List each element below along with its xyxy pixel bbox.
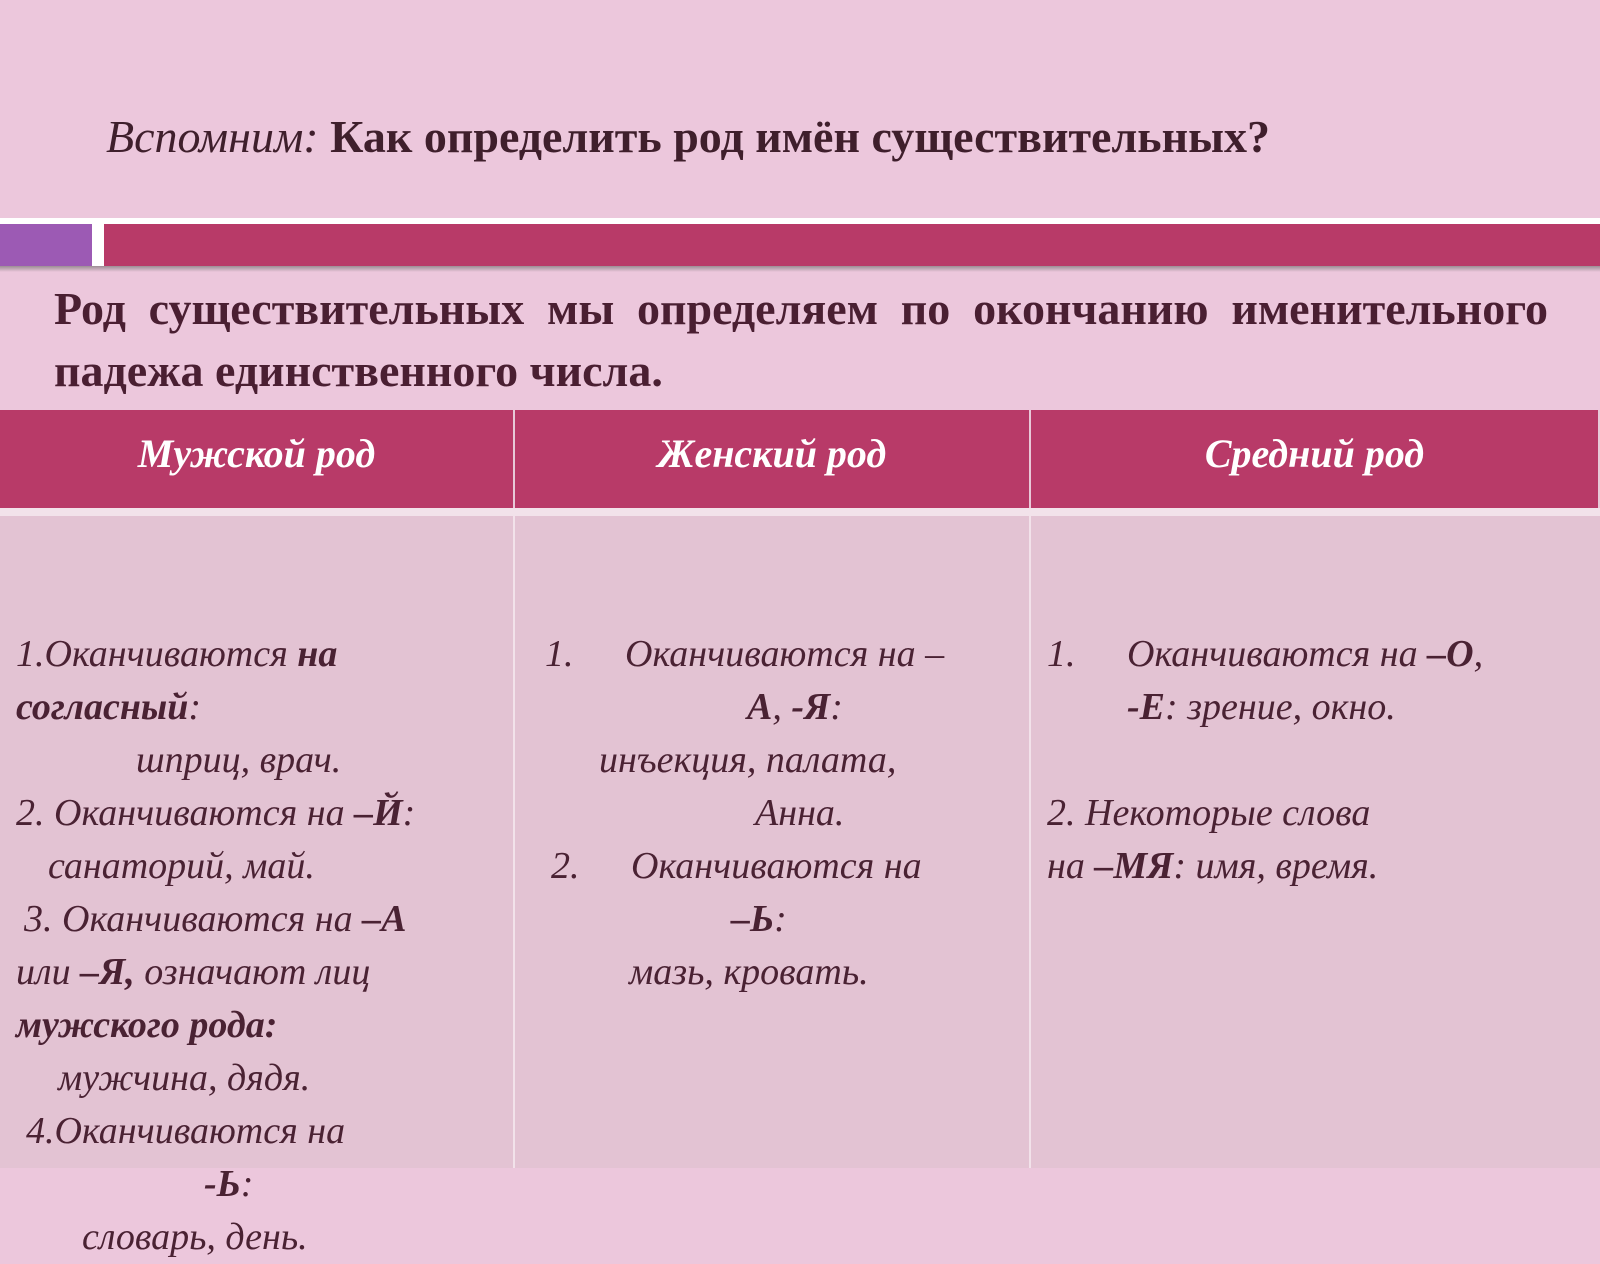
- neut-line: 2. Некоторые слова: [1047, 792, 1371, 834]
- masc-text: :: [188, 686, 202, 728]
- masc-bold: –Й: [354, 792, 403, 834]
- masc-example: словарь, день.: [82, 1216, 308, 1258]
- fem-line: [747, 681, 843, 734]
- masc-bold: –А: [362, 898, 407, 940]
- masc-text: означают лиц: [134, 951, 371, 993]
- header-masculine: Мужской род: [0, 410, 515, 508]
- title-main: Как определить род имён существительных?: [330, 111, 1271, 162]
- cell-feminine: [515, 508, 1031, 1168]
- neut-text: Оканчиваются на: [1127, 633, 1428, 675]
- masc-line: [16, 999, 277, 1052]
- neut-bold: -Е: [1127, 686, 1165, 728]
- neut-text: : зрение, окно.: [1165, 686, 1396, 728]
- fem-line: [551, 840, 922, 893]
- masc-line: [16, 628, 337, 681]
- masc-text: или: [16, 951, 81, 993]
- fem-example: Анна.: [755, 792, 845, 834]
- gender-table: [0, 410, 1600, 1258]
- fem-text: Оканчиваются на –: [625, 633, 945, 675]
- fem-bold: –Ь: [731, 898, 775, 940]
- masc-bold: мужского рода:: [16, 1004, 278, 1046]
- masc-line: 4.Оканчиваются на: [26, 1110, 346, 1152]
- fem-example: инъекция, палата,: [599, 739, 897, 781]
- cell-neuter: [1031, 508, 1600, 1168]
- masc-example: мужчина, дядя.: [58, 1057, 311, 1099]
- neut-text: на: [1047, 845, 1095, 887]
- divider-accent-bar: [104, 224, 1600, 266]
- masc-line: [16, 946, 370, 999]
- neut-bold: –О: [1427, 633, 1474, 675]
- masc-example: шприц, врач.: [136, 739, 342, 781]
- masc-bold: –Я,: [80, 951, 135, 993]
- masc-bold: -Ь: [204, 1163, 241, 1205]
- masc-bold: на: [297, 633, 338, 675]
- masc-line: [204, 1158, 253, 1211]
- header-feminine: Женский род: [515, 410, 1031, 508]
- masc-bold: согласный: [16, 686, 189, 728]
- masc-line: [24, 893, 406, 946]
- neut-bold: –МЯ: [1094, 845, 1174, 887]
- neut-text: : имя, время.: [1173, 845, 1379, 887]
- masc-text: :: [240, 1163, 254, 1205]
- divider-shadow: [0, 266, 1600, 272]
- neut-line: [1047, 628, 1483, 681]
- title-lead: Вспомним:: [106, 111, 319, 162]
- fem-num: 1.: [545, 633, 574, 675]
- masc-line: [16, 681, 201, 734]
- divider-accent-square: [0, 224, 92, 266]
- masc-text: :: [402, 792, 416, 834]
- intro-text: Род существительных мы определяем по окончанию именительного падежа единственного числа.: [54, 283, 1548, 396]
- header-neuter: Средний род: [1031, 410, 1600, 508]
- neut-text: ,: [1473, 633, 1484, 675]
- fem-line: [545, 628, 944, 681]
- neut-line: [1127, 681, 1396, 734]
- masc-text: 1.Оканчиваются: [16, 633, 298, 675]
- fem-text: :: [830, 686, 843, 728]
- neut-line: [1047, 840, 1378, 893]
- fem-line: [731, 893, 787, 946]
- fem-example: мазь, кровать.: [629, 951, 869, 993]
- masc-line: [16, 787, 415, 840]
- fem-bold: -Я: [791, 686, 831, 728]
- cell-masculine: [0, 508, 515, 1258]
- masc-text: 2. Оканчиваются на: [16, 792, 355, 834]
- neut-num: 1.: [1047, 633, 1076, 675]
- masc-example: санаторий, май.: [48, 845, 315, 887]
- fem-text: Оканчиваются на: [631, 845, 922, 887]
- masc-text: 3. Оканчиваются на: [24, 898, 363, 940]
- fem-text: ,: [772, 686, 792, 728]
- fem-text: :: [774, 898, 787, 940]
- divider-gap: [92, 224, 104, 266]
- slide-title: [106, 110, 1270, 163]
- fem-num: 2.: [551, 845, 580, 887]
- fem-bold: А: [747, 686, 773, 728]
